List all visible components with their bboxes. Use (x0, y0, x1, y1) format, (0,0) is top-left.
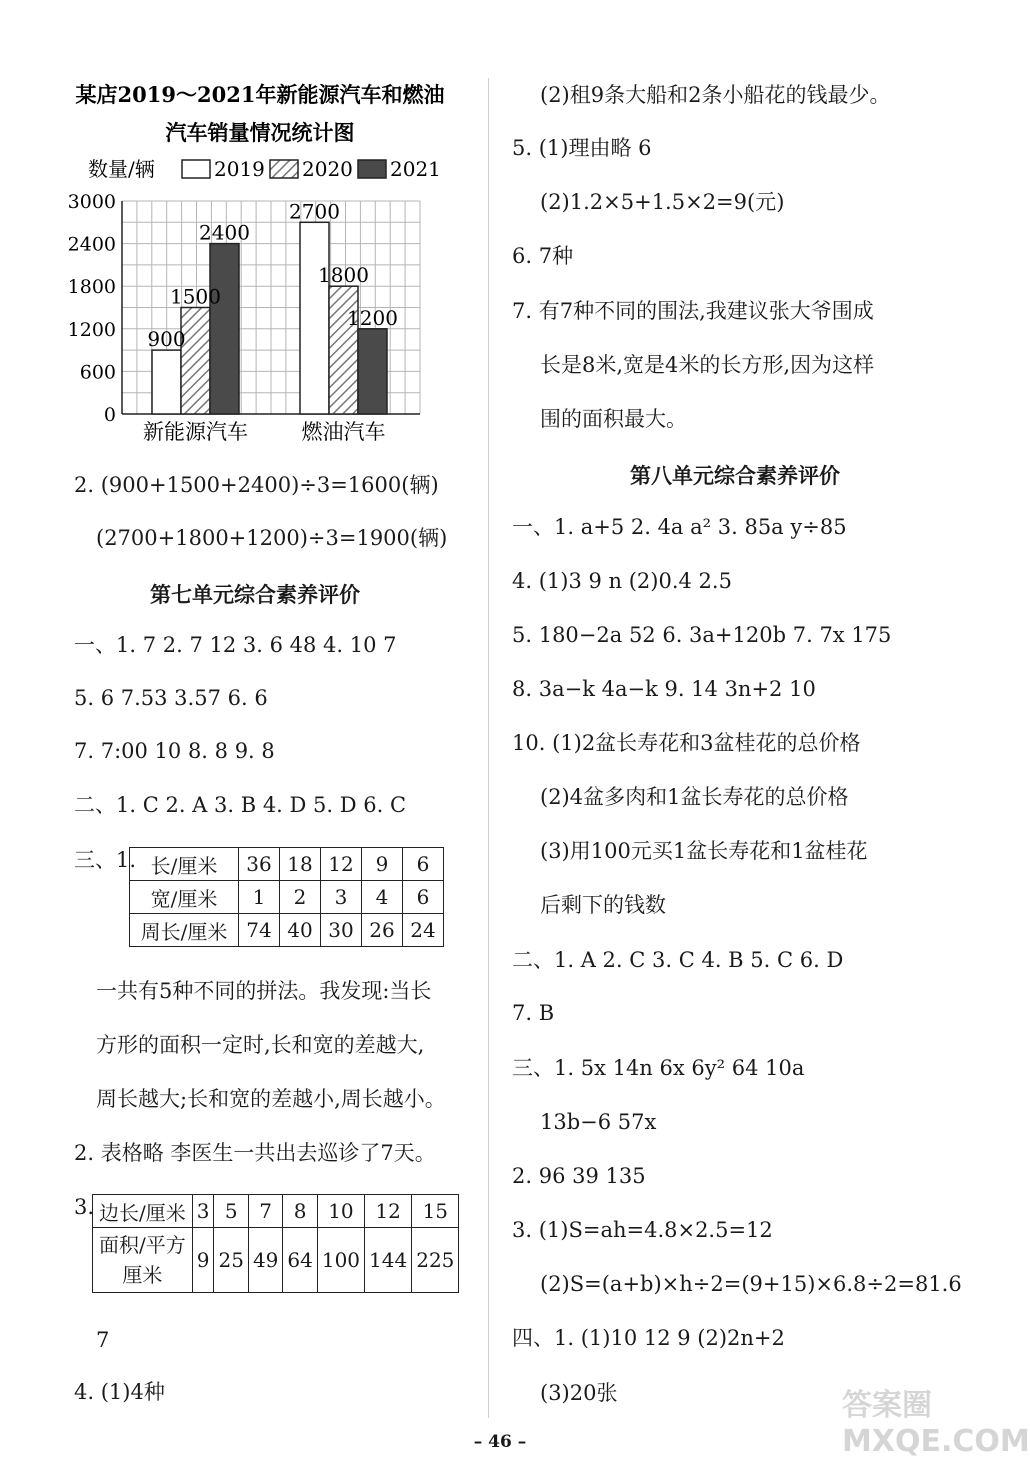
bar-2019-0 (152, 350, 181, 414)
conclusion-line2: 方形的面积一定时,长和宽的差越大, (96, 1033, 425, 1057)
unit7-answers-1: 一、1. 7 2. 7 12 3. 6 48 4. 10 7 (74, 633, 397, 657)
table-cell: 6 (403, 848, 444, 881)
bar-2021-1 (358, 329, 387, 414)
y-tick-label: 3000 (67, 191, 116, 213)
legend-swatch-2020 (270, 160, 298, 178)
q2-line1: 2. (900+1500+2400)÷3=1600(辆) (74, 473, 439, 497)
bar-label: 1500 (170, 284, 221, 309)
unit7-title: 第七单元综合素养评价 (150, 582, 360, 607)
bar-label: 1800 (318, 263, 369, 288)
chart-legend (182, 157, 441, 181)
table-cell: 周长/厘米 (130, 914, 239, 947)
sales-bar-chart (60, 72, 530, 452)
table-cell: 36 (239, 848, 280, 881)
bar-label: 900 (147, 327, 186, 352)
table-cell: 15 (412, 1195, 459, 1228)
table-cell: 18 (280, 848, 321, 881)
watermark-logo: 答案圈 MXQE.COM (842, 1388, 1030, 1459)
table-cell: 1 (239, 881, 280, 914)
unit7-answers-2: 5. 6 7.53 3.57 6. 6 (74, 686, 268, 710)
table-cell: 9 (362, 848, 403, 881)
unit8-title: 第八单元综合素养评价 (630, 463, 840, 488)
bar-2021-0 (210, 244, 239, 414)
conclusion-line1: 一共有5种不同的拼法。我发现:当长 (96, 979, 432, 1003)
square-area-table (92, 1194, 459, 1293)
r-line-16: 二、1. A 2. C 3. C 4. B 5. C 6. D (512, 948, 844, 972)
table-cell: 26 (362, 914, 403, 947)
r-line-19: 13b−6 57x (540, 1110, 657, 1134)
q2-line2: (2700+1800+1200)÷3=1900(辆) (96, 526, 448, 550)
y-axis-label: 数量/辆 (88, 157, 155, 181)
table-cell: 12 (365, 1195, 412, 1228)
table-cell: 74 (239, 914, 280, 947)
r-line-4: 6. 7种 (512, 244, 574, 268)
r-line-14: (3)用100元买1盆长寿花和1盆桂花 (540, 839, 868, 863)
bar-label: 2700 (289, 199, 340, 224)
table-cell: 宽/厘米 (130, 881, 239, 914)
y-tick-label: 600 (79, 361, 116, 384)
legend-label-2019: 2019 (214, 157, 265, 181)
table-cell: 24 (403, 914, 444, 947)
r-line-24: (3)20张 (540, 1381, 618, 1405)
y-tick-labels (68, 191, 116, 426)
r-line-21: 3. (1)S=ah=4.8×2.5=12 (512, 1218, 773, 1242)
table-row (130, 914, 444, 947)
table-cell: 7 (248, 1195, 282, 1228)
table-row (93, 1228, 459, 1293)
x-category-label: 燃油汽车 (301, 420, 386, 444)
table-cell: 12 (321, 848, 362, 881)
legend-swatch-2021 (358, 160, 386, 178)
y-tick-label: 1200 (67, 318, 116, 341)
table-cell: 225 (412, 1228, 459, 1293)
table-cell: 25 (214, 1228, 248, 1293)
x-category-label: 新能源汽车 (143, 420, 248, 444)
bar-2019-1 (300, 222, 329, 414)
chart-subtitle: 汽车销量情况统计图 (165, 120, 355, 145)
table-row (130, 848, 444, 881)
chart-title: 某店2019～2021年新能源汽车和燃油 (75, 82, 445, 107)
r-line-6: 长是8米,宽是4米的长方形,因为这样 (540, 353, 875, 377)
table-cell: 8 (283, 1195, 317, 1228)
r-line-17: 7. B (512, 1001, 555, 1025)
rectangle-table (129, 847, 444, 947)
table-cell: 100 (317, 1228, 364, 1293)
unit7-answers-4: 二、1. C 2. A 3. B 4. D 5. D 6. C (74, 793, 407, 817)
table-cell: 49 (248, 1228, 282, 1293)
table-row (130, 881, 444, 914)
q4-answer: 4. (1)4种 (74, 1380, 165, 1404)
r-line-20: 2. 96 39 135 (512, 1164, 646, 1188)
unit7-section3-label: 三、1. (74, 848, 137, 872)
bar-label: 2400 (199, 220, 250, 245)
table-cell: 2 (280, 881, 321, 914)
table-cell: 10 (317, 1195, 364, 1228)
r-line-1: (2)租9条大船和2条小船花的钱最少。 (540, 83, 891, 107)
bar-2020-0 (181, 308, 210, 415)
y-tick-label: 2400 (67, 233, 116, 256)
q3-label: 3. (74, 1195, 95, 1219)
r-line-18: 三、1. 5x 14n 6x 6y² 64 10a (512, 1056, 805, 1080)
r-line-3: (2)1.2×5+1.5×2=9(元) (540, 190, 785, 214)
r-line-9: 4. (1)3 9 n (2)0.4 2.5 (512, 569, 732, 593)
r-line-11: 8. 3a−k 4a−k 9. 14 3n+2 10 (512, 677, 816, 701)
r-line-2: 5. (1)理由略 6 (512, 136, 652, 160)
conclusion-line3: 周长越大;长和宽的差越小,周长越小。 (96, 1087, 446, 1111)
r-line-23: 四、1. (1)10 12 9 (2)2n+2 (512, 1326, 785, 1350)
table-cell: 边长/厘米 (93, 1195, 193, 1228)
q3-answer: 7 (96, 1328, 110, 1352)
y-tick-label: 0 (103, 404, 116, 426)
table-cell: 64 (283, 1228, 317, 1293)
r-line-10: 5. 180−2a 52 6. 3a+120b 7. 7x 175 (512, 623, 892, 647)
legend-label-2021: 2021 (390, 157, 441, 181)
r-line-12: 10. (1)2盆长寿花和3盆桂花的总价格 (512, 731, 861, 755)
table-cell: 3 (192, 1195, 214, 1228)
page-number: – 46 – (473, 1432, 527, 1452)
table-cell: 4 (362, 881, 403, 914)
table-cell: 长/厘米 (130, 848, 239, 881)
bar-label: 1200 (347, 305, 398, 330)
legend-label-2020: 2020 (302, 157, 353, 181)
table-cell: 6 (403, 881, 444, 914)
q2-answer: 2. 表格略 李医生一共出去巡诊了7天。 (74, 1141, 436, 1165)
r-line-15: 后剩下的钱数 (540, 893, 666, 917)
r-line-8: 一、1. a+5 2. 4a a² 3. 85a y÷85 (512, 515, 847, 539)
table-row (93, 1195, 459, 1228)
table-cell: 30 (321, 914, 362, 947)
table-cell: 40 (280, 914, 321, 947)
table-cell: 144 (365, 1228, 412, 1293)
y-tick-label: 1800 (67, 276, 116, 299)
r-line-5: 7. 有7种不同的围法,我建议张大爷围成 (512, 299, 874, 323)
legend-swatch-2019 (182, 160, 210, 178)
table-cell: 5 (214, 1195, 248, 1228)
table-cell: 面积/平方 厘米 (93, 1228, 193, 1293)
unit7-answers-3: 7. 7:00 10 8. 8 9. 8 (74, 739, 275, 763)
r-line-22: (2)S=(a+b)×h÷2=(9+15)×6.8÷2=81.6 (540, 1272, 962, 1296)
x-category-labels (143, 420, 386, 444)
r-line-7: 围的面积最大。 (540, 407, 687, 431)
table-cell: 9 (192, 1228, 214, 1293)
r-line-13: (2)4盆多肉和1盆长寿花的总价格 (540, 785, 849, 809)
table-cell: 3 (321, 881, 362, 914)
